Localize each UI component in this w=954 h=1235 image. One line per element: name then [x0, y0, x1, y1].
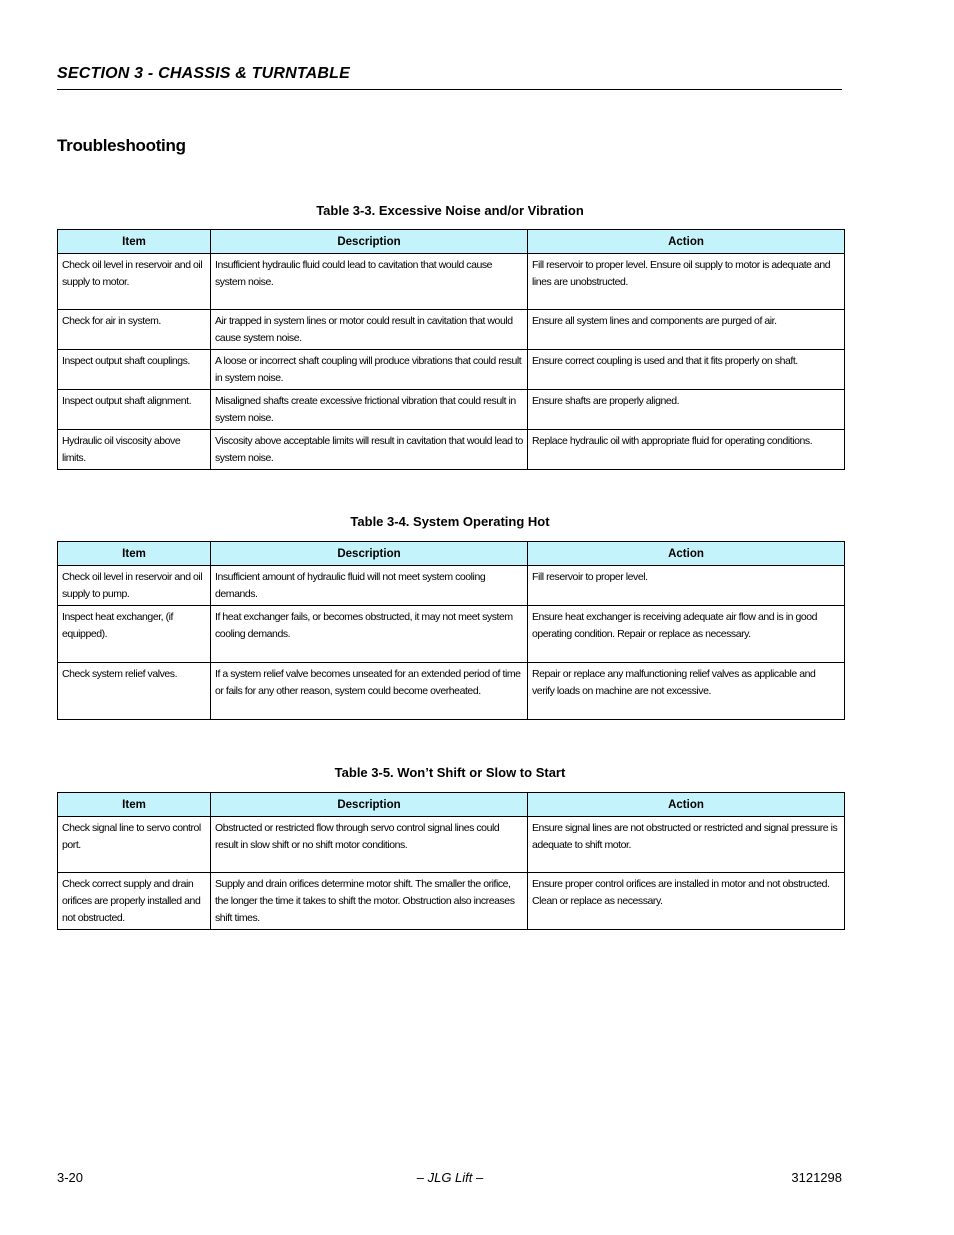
cell-description: Obstructed or restricted flow through servo control signal lines could result in slow shift or no shift motor conditions.: [211, 817, 528, 873]
cell-item: Check for air in system.: [58, 310, 211, 350]
table-header-row: [58, 793, 845, 817]
cell-action: Ensure proper control orifices are installed in motor and not obstructed. Clean or replace as necessary.: [528, 873, 845, 930]
cell-action: Ensure signal lines are not obstructed or restricted and signal pressure is adequate to shift motor.: [528, 817, 845, 873]
troubleshooting-table-noise: [57, 229, 845, 470]
cell-item: Inspect heat exchanger, (if equipped).: [58, 606, 211, 663]
table-row: [58, 606, 845, 663]
cell-action: Replace hydraulic oil with appropriate fluid for operating conditions.: [528, 430, 845, 470]
cell-description: Viscosity above acceptable limits will result in cavitation that would lead to system noise.: [211, 430, 528, 470]
cell-item: Inspect output shaft couplings.: [58, 350, 211, 390]
cell-description: If a system relief valve becomes unseated for an extended period of time or fails for any other reason, system could become overheated.: [211, 663, 528, 720]
table-row: [58, 254, 845, 310]
column-header-item: Item: [58, 793, 211, 817]
cell-action: Fill reservoir to proper level.: [528, 566, 845, 606]
cell-description: If heat exchanger fails, or becomes obstructed, it may not meet system cooling demands.: [211, 606, 528, 663]
column-header-description: Description: [211, 542, 528, 566]
document-number: 3121298: [791, 1170, 842, 1185]
table-caption: Table 3-3. Excessive Noise and/or Vibration: [316, 203, 584, 218]
table-row: [58, 430, 845, 470]
table-header-row: [58, 230, 845, 254]
column-header-action: Action: [528, 793, 845, 817]
cell-action: Ensure heat exchanger is receiving adequate air flow and is in good operating condition. Repair or replace as necessary.: [528, 606, 845, 663]
table-row: [58, 566, 845, 606]
table-row: [58, 390, 845, 430]
table-row: [58, 817, 845, 873]
table-row: [58, 663, 845, 720]
table-row: [58, 310, 845, 350]
table-header-row: [58, 542, 845, 566]
column-header-item: Item: [58, 230, 211, 254]
cell-description: Misaligned shafts create excessive frictional vibration that could result in system noise.: [211, 390, 528, 430]
troubleshooting-table-shift: [57, 792, 845, 930]
cell-description: Supply and drain orifices determine motor shift. The smaller the orifice, the longer the time it takes to shift the motor. Obstruction also increases shift times.: [211, 873, 528, 930]
cell-item: Check correct supply and drain orifices are properly installed and not obstructed.: [58, 873, 211, 930]
page-title: Troubleshooting: [57, 136, 186, 155]
cell-action: Fill reservoir to proper level. Ensure oil supply to motor is adequate and lines are unobstructed.: [528, 254, 845, 310]
cell-description: Insufficient amount of hydraulic fluid will not meet system cooling demands.: [211, 566, 528, 606]
cell-action: Ensure shafts are properly aligned.: [528, 390, 845, 430]
table-row: [58, 873, 845, 930]
table-row: [58, 350, 845, 390]
section-header: [57, 65, 842, 90]
column-header-action: Action: [528, 230, 845, 254]
cell-action: Repair or replace any malfunctioning relief valves as applicable and verify loads on machine are not excessive.: [528, 663, 845, 720]
section-title: SECTION 3 - CHASSIS & TURNTABLE: [57, 65, 351, 82]
page-number: 3-20: [57, 1170, 84, 1185]
column-header-item: Item: [58, 542, 211, 566]
cell-item: Check system relief valves.: [58, 663, 211, 720]
cell-item: Check oil level in reservoir and oil supply to pump.: [58, 566, 211, 606]
troubleshooting-table-hot: [57, 541, 845, 720]
cell-action: Ensure all system lines and components are purged of air.: [528, 310, 845, 350]
cell-item: Hydraulic oil viscosity above limits.: [58, 430, 211, 470]
cell-item: Inspect output shaft alignment.: [58, 390, 211, 430]
column-header-description: Description: [211, 230, 528, 254]
cell-action: Ensure correct coupling is used and that it fits properly on shaft.: [528, 350, 845, 390]
cell-description: Air trapped in system lines or motor could result in cavitation that would cause system noise.: [211, 310, 528, 350]
column-header-action: Action: [528, 542, 845, 566]
footer-brand: – JLG Lift –: [416, 1170, 484, 1185]
column-header-description: Description: [211, 793, 528, 817]
cell-description: A loose or incorrect shaft coupling will produce vibrations that could result in system noise.: [211, 350, 528, 390]
cell-description: Insufficient hydraulic fluid could lead to cavitation that would cause system noise.: [211, 254, 528, 310]
cell-item: Check signal line to servo control port.: [58, 817, 211, 873]
table-caption: Table 3-5. Won’t Shift or Slow to Start: [334, 765, 566, 780]
cell-item: Check oil level in reservoir and oil supply to motor.: [58, 254, 211, 310]
table-caption: Table 3-4. System Operating Hot: [350, 514, 550, 529]
